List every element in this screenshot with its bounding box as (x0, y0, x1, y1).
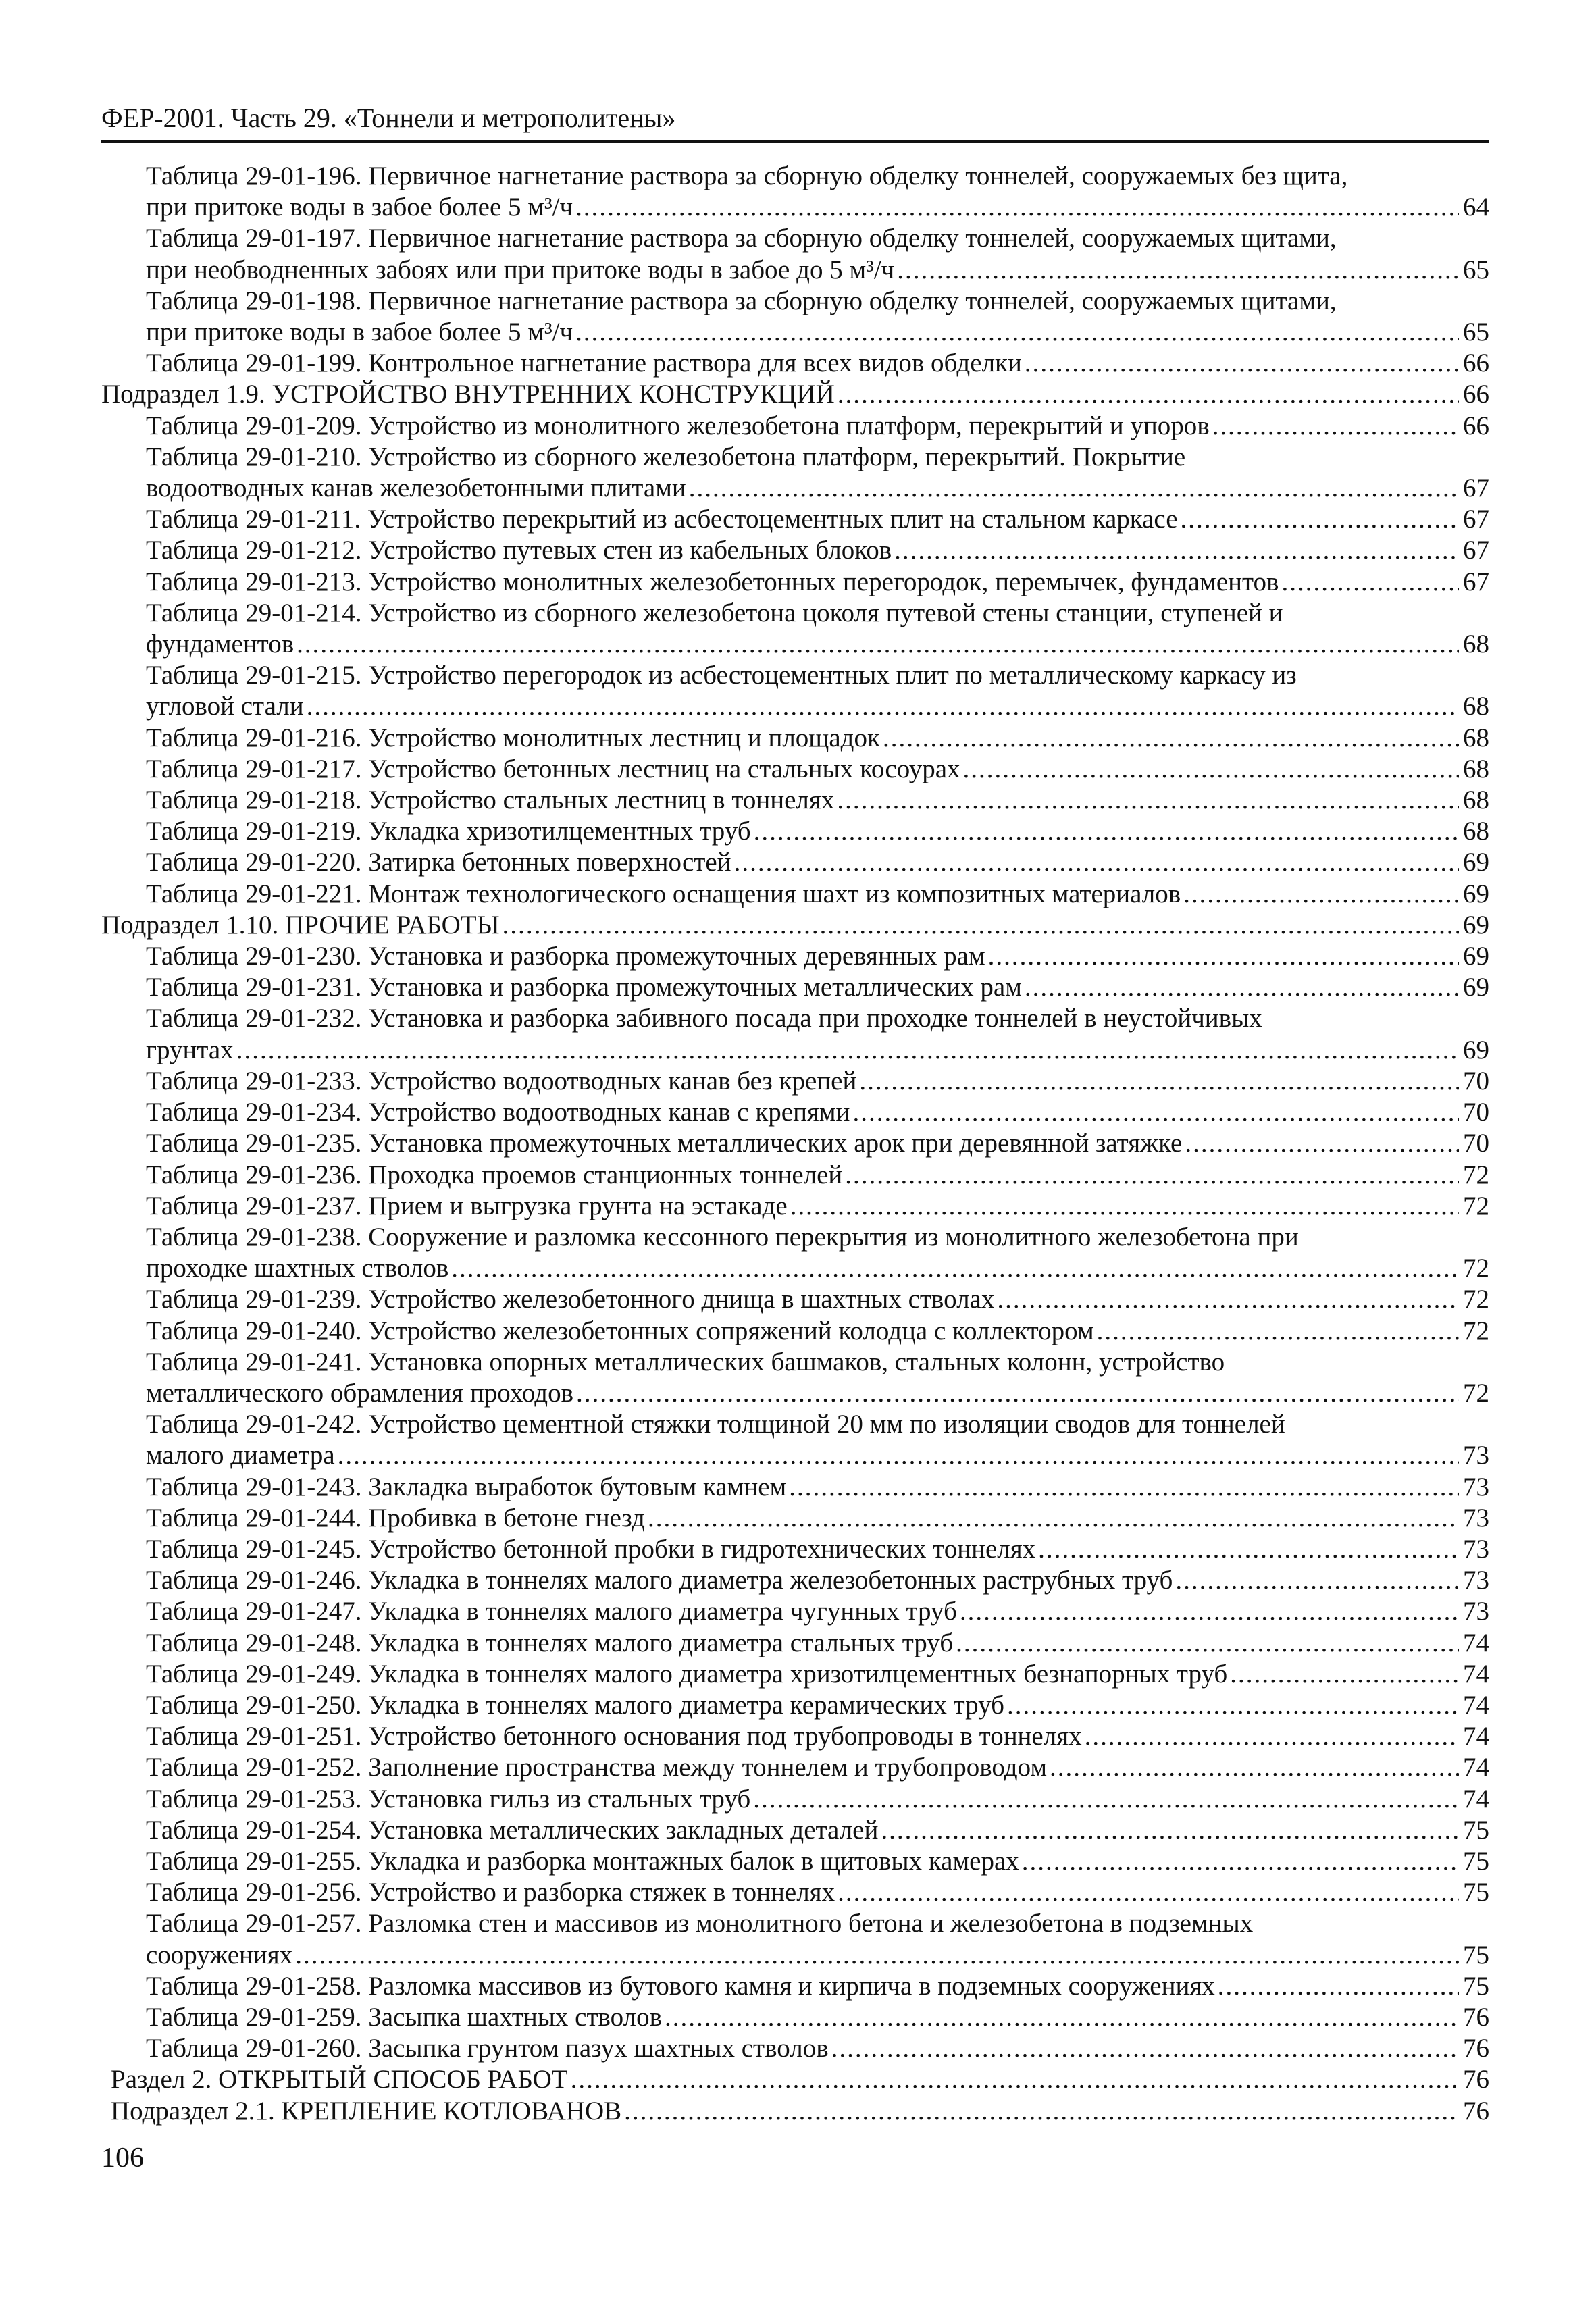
toc-page-ref: 76 (1463, 2002, 1489, 2032)
toc-table-entry[interactable] (101, 1160, 1489, 1191)
toc-entry-text: Таблица 29-01-197. Первичное нагнетание раствора за сборную обделку тоннелей, сооружаемых щитами, (146, 224, 1337, 253)
toc-entry-text: Таблица 29-01-217. Устройство бетонных лестниц на стальных косоурах (146, 754, 960, 783)
toc-table-entry[interactable] (101, 442, 1489, 504)
toc-entry-text: Таблица 29-01-238. Сооружение и разломка кессонного перекрытия из монолитного железобетона при (146, 1222, 1299, 1252)
toc-table-entry[interactable] (101, 1971, 1489, 2002)
toc-table-entry[interactable] (101, 1846, 1489, 1877)
toc-page-ref: 65 (1463, 317, 1489, 347)
dot-leader (883, 723, 1459, 754)
toc-table-entry[interactable] (101, 1659, 1489, 1690)
toc-table-entry[interactable] (101, 1565, 1489, 1596)
toc-entry-text: Таблица 29-01-209. Устройство из монолитного железобетона платформ, перекрытий и упоров (146, 411, 1210, 440)
dot-leader (576, 1378, 1459, 1409)
toc-entry-text: Таблица 29-01-260. Засыпка грунтом пазух шахтных стволов (146, 2034, 829, 2063)
dot-leader (754, 816, 1459, 847)
toc-table-entry[interactable] (101, 847, 1489, 878)
dot-leader (881, 1815, 1459, 1846)
toc-table-entry[interactable] (101, 879, 1489, 910)
toc-page-ref: 69 (1463, 1035, 1489, 1064)
dot-leader (753, 1784, 1459, 1815)
toc-page-ref: 67 (1463, 505, 1489, 534)
toc-entry-text: Подраздел 1.9. УСТРОЙСТВО ВНУТРЕННИХ КОНСТРУКЦИЙ (101, 380, 835, 409)
toc-table-entry[interactable] (101, 223, 1489, 285)
toc-page-ref: 69 (1463, 879, 1489, 908)
dot-leader (831, 2033, 1459, 2064)
toc-page-ref: 64 (1463, 192, 1489, 222)
toc-table-entry[interactable] (101, 2033, 1489, 2064)
toc-entry-text: Подраздел 1.10. ПРОЧИЕ РАБОТЫ (101, 910, 500, 940)
toc-entry-text: Таблица 29-01-221. Монтаж технологического оснащения шахт из композитных материалов (146, 879, 1181, 908)
toc-table-entry[interactable] (101, 1690, 1489, 1721)
toc-table-entry[interactable] (101, 723, 1489, 754)
toc-entry-text: Таблица 29-01-212. Устройство путевых стен из кабельных блоков (146, 536, 892, 565)
toc-entry-text: Таблица 29-01-213. Устройство монолитных железобетонных перегородок, перемычек, фундаментов (146, 567, 1279, 596)
toc-entry-text: при необводненных забоях или при притоке воды в забое до 5 м³/ч (146, 255, 895, 284)
toc-table-entry[interactable] (101, 754, 1489, 785)
dot-leader (1050, 1752, 1459, 1783)
toc-table-entry[interactable] (101, 348, 1489, 379)
dot-leader (960, 1596, 1459, 1627)
toc-entry-text: Таблица 29-01-236. Проходка проемов станционных тоннелей (146, 1160, 843, 1189)
dot-leader (845, 1160, 1459, 1191)
toc-page-ref: 76 (1463, 2096, 1489, 2126)
dot-leader (1085, 1721, 1459, 1752)
toc-page-ref: 73 (1463, 1503, 1489, 1533)
toc-table-entry[interactable] (101, 1628, 1489, 1659)
toc-entry-text: Таблица 29-01-242. Устройство цементной стяжки толщиной 20 мм по изоляции сводов для тоннелей (146, 1410, 1285, 1439)
dot-leader (789, 1472, 1459, 1503)
toc-entry-text: Таблица 29-01-232. Установка и разборка забивного посада при проходке тоннелей в неустойчивых (146, 1004, 1262, 1033)
dot-leader (734, 847, 1459, 878)
dot-leader (648, 1503, 1459, 1534)
toc-page-ref: 69 (1463, 910, 1489, 940)
dot-leader (1183, 879, 1459, 910)
dot-leader (1281, 567, 1459, 598)
toc-entry-text: Таблица 29-01-254. Установка металлических закладных деталей (146, 1815, 879, 1845)
toc-entry-text: Таблица 29-01-250. Укладка в тоннелях малого диаметра керамических труб (146, 1690, 1004, 1720)
dot-leader (338, 1440, 1459, 1471)
toc-table-entry[interactable] (101, 1815, 1489, 1846)
dot-leader (689, 473, 1459, 504)
toc-page-ref: 74 (1463, 1628, 1489, 1657)
dot-leader (1025, 972, 1459, 1003)
toc-table-entry[interactable] (101, 1877, 1489, 1908)
dot-leader (1212, 411, 1459, 442)
toc-page-ref: 66 (1463, 411, 1489, 440)
toc-page-ref: 75 (1463, 1846, 1489, 1876)
toc-page-ref: 72 (1463, 1160, 1489, 1189)
toc-entry-text: Таблица 29-01-239. Устройство железобетонного днища в шахтных стволах (146, 1285, 995, 1314)
dot-leader (790, 1191, 1459, 1222)
toc-table-entry[interactable] (101, 1721, 1489, 1752)
toc-entry-text: Таблица 29-01-215. Устройство перегородок из асбестоцементных плит по металлическому каркасу из (146, 661, 1297, 690)
toc-entry-text: Таблица 29-01-246. Укладка в тоннелях малого диаметра железобетонных раструбных труб (146, 1566, 1173, 1595)
dot-leader (1230, 1659, 1459, 1690)
toc-table-entry[interactable] (101, 1097, 1489, 1128)
toc-page-ref: 70 (1463, 1066, 1489, 1096)
toc-page-ref: 73 (1463, 1472, 1489, 1501)
toc-table-entry[interactable] (101, 1908, 1489, 1970)
toc-entry-text: Таблица 29-01-252. Заполнение пространства между тоннелем и трубопроводом (146, 1753, 1048, 1782)
dot-leader (236, 1035, 1459, 1066)
toc-page-ref: 75 (1463, 1971, 1489, 2001)
toc-entry-text: водоотводных канав железобетонными плитами (146, 473, 686, 503)
toc-table-entry[interactable] (101, 1503, 1489, 1534)
toc-table-entry[interactable] (101, 660, 1489, 722)
toc-table-entry[interactable] (101, 567, 1489, 598)
toc-page-ref: 76 (1463, 2034, 1489, 2063)
toc-table-entry[interactable] (101, 941, 1489, 972)
toc-entry-text: сооружениях (146, 1940, 293, 1970)
toc-page-ref: 72 (1463, 1378, 1489, 1408)
toc-table-entry[interactable] (101, 1784, 1489, 1815)
toc-table-entry[interactable] (101, 1222, 1489, 1284)
toc-entry-text: Таблица 29-01-237. Прием и выгрузка грунта на эстакаде (146, 1191, 788, 1220)
dot-leader (988, 941, 1459, 972)
toc-table-entry[interactable] (101, 1347, 1489, 1409)
toc-table-entry[interactable] (101, 1066, 1489, 1097)
toc-page-ref: 73 (1463, 1597, 1489, 1626)
toc-entry-text: Таблица 29-01-257. Разломка стен и массивов из монолитного бетона и железобетона в подземных (146, 1909, 1254, 1938)
toc-entry-text: Таблица 29-01-259. Засыпка шахтных стволов (146, 2002, 663, 2032)
toc-table-entry[interactable] (101, 785, 1489, 816)
toc-entry-text: Таблица 29-01-258. Разломка массивов из бутового камня и кирпича в подземных сооружениях (146, 1971, 1215, 2001)
toc-page-ref: 74 (1463, 1722, 1489, 1751)
dot-leader (956, 1628, 1459, 1659)
toc-section-entry[interactable] (101, 2096, 1489, 2127)
toc-page-ref: 73 (1463, 1534, 1489, 1564)
toc-entry-text: Таблица 29-01-247. Укладка в тоннелях малого диаметра чугунных труб (146, 1597, 957, 1626)
toc-entry-text: Таблица 29-01-256. Устройство и разборка стяжек в тоннелях (146, 1878, 835, 1907)
dot-leader (665, 2002, 1459, 2033)
toc-page-ref: 68 (1463, 692, 1489, 721)
toc-entry-text: металлического обрамления проходов (146, 1378, 573, 1408)
dot-leader (307, 691, 1459, 722)
dot-leader (837, 785, 1459, 816)
toc-page-ref: 73 (1463, 1441, 1489, 1470)
toc-entry-text: угловой стали (146, 692, 304, 721)
toc-section-entry[interactable] (101, 2064, 1489, 2095)
toc-table-entry[interactable] (101, 1284, 1489, 1315)
toc-page-ref: 70 (1463, 1129, 1489, 1158)
toc-page-ref: 66 (1463, 349, 1489, 378)
toc-entry-text: Таблица 29-01-255. Укладка и разборка монтажных балок в щитовых камерах (146, 1846, 1019, 1876)
toc-page-ref: 74 (1463, 1753, 1489, 1782)
toc-table-entry[interactable] (101, 1409, 1489, 1471)
toc-entry-text: Таблица 29-01-219. Укладка хризотилцементных труб (146, 817, 751, 846)
dot-leader (571, 2064, 1459, 2095)
toc-section-entry[interactable] (101, 910, 1489, 941)
toc-page-ref: 68 (1463, 817, 1489, 846)
toc-page-ref: 73 (1463, 1566, 1489, 1595)
toc-entry-text: Таблица 29-01-240. Устройство железобетонных сопряжений колодца с коллектором (146, 1316, 1094, 1345)
toc-page-ref: 66 (1463, 380, 1489, 409)
toc-page-ref: 74 (1463, 1659, 1489, 1689)
dot-leader (838, 1877, 1459, 1908)
dot-leader (1181, 504, 1459, 535)
document-title: ФЕР-2001. Часть 29. «Тоннели и метрополитены» (101, 103, 676, 133)
dot-leader (575, 317, 1459, 348)
toc-table-entry[interactable] (101, 2002, 1489, 2033)
toc-entry-text: Таблица 29-01-220. Затирка бетонных поверхностей (146, 848, 731, 877)
toc-table-entry[interactable] (101, 1596, 1489, 1627)
toc-page-ref: 68 (1463, 786, 1489, 815)
toc-entry-text: Таблица 29-01-214. Устройство из сборного железобетона цоколя путевой стены станции, ступеней и (146, 598, 1283, 627)
toc-entry-text: Таблица 29-01-210. Устройство из сборного железобетона платформ, перекрытий. Покрытие (146, 442, 1186, 471)
toc-entry-text: Таблица 29-01-241. Установка опорных металлических башмаков, стальных колонн, устройство (146, 1347, 1225, 1377)
dot-leader (838, 379, 1459, 410)
toc-page-ref: 69 (1463, 973, 1489, 1002)
toc-page-ref: 74 (1463, 1690, 1489, 1720)
toc-page-ref: 75 (1463, 1940, 1489, 1970)
dot-leader (1185, 1128, 1459, 1159)
toc-page-ref: 72 (1463, 1191, 1489, 1220)
toc-page-ref: 65 (1463, 255, 1489, 284)
toc-entry-text: грунтах (146, 1035, 234, 1064)
dot-leader (1025, 348, 1459, 379)
toc-entry-text: Таблица 29-01-216. Устройство монолитных лестниц и площадок (146, 723, 880, 752)
toc-table-entry[interactable] (101, 535, 1489, 566)
toc-page-ref: 68 (1463, 754, 1489, 783)
toc-table-entry[interactable] (101, 598, 1489, 660)
toc-entry-text: Таблица 29-01-235. Установка промежуточных металлических арок при деревянной затяжке (146, 1129, 1183, 1158)
dot-leader (894, 535, 1459, 566)
toc-section-entry[interactable] (101, 379, 1489, 410)
toc-entry-text: Таблица 29-01-245. Устройство бетонной пробки в гидротехнических тоннелях (146, 1534, 1036, 1564)
dot-leader (295, 1940, 1459, 1971)
toc-entry-text: Таблица 29-01-233. Устройство водоотводных канав без крепей (146, 1066, 857, 1096)
page-number: 106 (101, 2142, 144, 2174)
toc-entry-text: Таблица 29-01-199. Контрольное нагнетание раствора для всех видов обделки (146, 349, 1022, 378)
toc-table-entry[interactable] (101, 1316, 1489, 1347)
toc-entry-text: Таблица 29-01-231. Установка и разборка промежуточных металлических рам (146, 973, 1022, 1002)
toc-page-ref: 72 (1463, 1316, 1489, 1345)
toc-table-entry[interactable] (101, 816, 1489, 847)
toc-entry-text: Таблица 29-01-244. Пробивка в бетоне гнезд (146, 1503, 645, 1533)
toc-entry-text: при притоке воды в забое более 5 м³/ч (146, 192, 573, 222)
toc-page-ref: 69 (1463, 942, 1489, 971)
dot-leader (297, 629, 1459, 660)
toc-table-entry[interactable] (101, 1472, 1489, 1503)
dot-leader (575, 192, 1459, 223)
toc-page-ref: 67 (1463, 536, 1489, 565)
toc-entry-text: Таблица 29-01-198. Первичное нагнетание раствора за сборную обделку тоннелей, сооружаемых щитами, (146, 286, 1337, 315)
toc-entry-text: Таблица 29-01-218. Устройство стальных лестниц в тоннелях (146, 786, 835, 815)
toc-page-ref: 75 (1463, 1815, 1489, 1845)
toc-entry-text: проходке шахтных стволов (146, 1254, 449, 1283)
toc-table-entry[interactable] (101, 1534, 1489, 1565)
dot-leader (1022, 1846, 1459, 1877)
toc-entry-text: Таблица 29-01-211. Устройство перекрытий из асбестоцементных плит на стальном каркасе (146, 505, 1178, 534)
dot-leader (963, 754, 1459, 785)
toc-entry-text: Таблица 29-01-196. Первичное нагнетание раствора за сборную обделку тоннелей, сооружаемых без щита, (146, 161, 1348, 190)
toc-page-ref: 76 (1463, 2065, 1489, 2094)
toc-page-ref: 70 (1463, 1098, 1489, 1127)
toc-entry-text: Таблица 29-01-234. Устройство водоотводных канав с крепями (146, 1098, 850, 1127)
toc-entry-text: Таблица 29-01-253. Установка гильз из стальных труб (146, 1784, 751, 1814)
toc-entry-text: Таблица 29-01-249. Укладка в тоннелях малого диаметра хризотилцементных безнапорных труб (146, 1659, 1228, 1689)
dot-leader (1175, 1565, 1459, 1596)
toc-page-ref: 67 (1463, 567, 1489, 596)
dot-leader (897, 255, 1459, 286)
toc-table-entry[interactable] (101, 1191, 1489, 1222)
toc-table-entry[interactable] (101, 161, 1489, 223)
toc-entry-text: Таблица 29-01-248. Укладка в тоннелях малого диаметра стальных труб (146, 1628, 954, 1657)
toc-page-ref: 68 (1463, 723, 1489, 752)
dot-leader (1218, 1971, 1459, 2002)
toc-entry-text: при притоке воды в забое более 5 м³/ч (146, 317, 573, 347)
toc-entry-text: малого диаметра (146, 1441, 335, 1470)
dot-leader (859, 1066, 1459, 1097)
toc-page-ref: 68 (1463, 629, 1489, 659)
toc-page-ref: 75 (1463, 1878, 1489, 1907)
toc-entry-text: Таблица 29-01-243. Закладка выработок бутовым камнем (146, 1472, 787, 1501)
dot-leader (624, 2096, 1459, 2127)
toc-page-ref: 74 (1463, 1784, 1489, 1814)
dot-leader (1097, 1316, 1459, 1347)
toc-table-entry[interactable] (101, 286, 1489, 348)
toc-page-ref: 72 (1463, 1254, 1489, 1283)
toc-table-entry[interactable] (101, 1003, 1489, 1065)
dot-leader (451, 1253, 1459, 1284)
dot-leader (852, 1097, 1459, 1128)
toc-entry-text: Подраздел 2.1. КРЕПЛЕНИЕ КОТЛОВАНОВ (111, 2096, 622, 2126)
toc-entry-text: Таблица 29-01-251. Устройство бетонного основания под трубопроводы в тоннелях (146, 1722, 1082, 1751)
dot-leader (1038, 1534, 1459, 1565)
toc-table-entry[interactable] (101, 1128, 1489, 1159)
toc-page-ref: 69 (1463, 848, 1489, 877)
page-header (101, 101, 1489, 143)
dot-leader (1007, 1690, 1459, 1721)
toc-table-entry[interactable] (101, 411, 1489, 442)
toc-page-ref: 72 (1463, 1285, 1489, 1314)
table-of-contents (101, 161, 1489, 2127)
dot-leader (503, 910, 1459, 941)
toc-table-entry[interactable] (101, 972, 1489, 1003)
toc-table-entry[interactable] (101, 1752, 1489, 1783)
toc-page-ref: 67 (1463, 473, 1489, 503)
toc-entry-text: Раздел 2. ОТКРЫТЫЙ СПОСОБ РАБОТ (111, 2065, 568, 2094)
toc-entry-text: фундаментов (146, 629, 294, 659)
toc-entry-text: Таблица 29-01-230. Установка и разборка промежуточных деревянных рам (146, 942, 985, 971)
toc-table-entry[interactable] (101, 504, 1489, 535)
dot-leader (997, 1284, 1459, 1315)
